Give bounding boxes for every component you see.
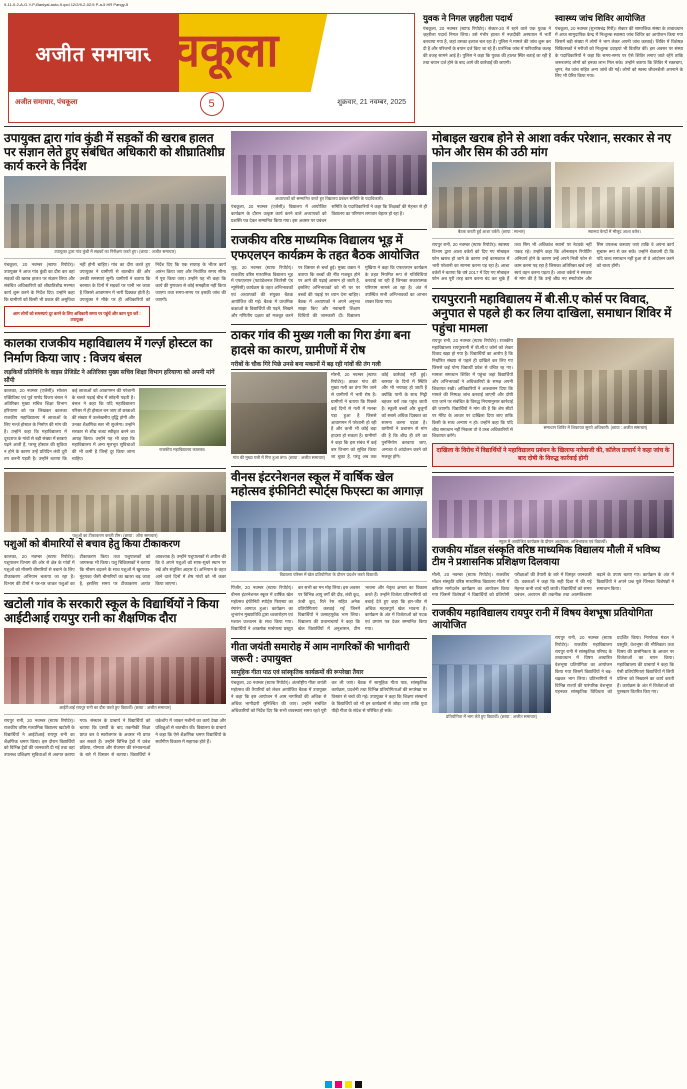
article-bca-dispute-highlight-box [432, 443, 674, 467]
masthead-logo-text: अजीत समाचार [35, 43, 153, 66]
color-swatch-yellow [345, 1081, 352, 1088]
article-gita-jayanti-subhead: सामूहिक गीता पाठ एवं सांस्कृतिक कार्यक्रमों की रूपरेखा तैयार [231, 668, 427, 678]
column-3 [432, 131, 674, 764]
masthead-subtitle: अजीत समाचार, पंचकूला [15, 99, 78, 106]
divider [231, 638, 427, 639]
column-1 [4, 131, 226, 764]
photo-figures [432, 500, 674, 538]
article-gita-jayanti [231, 642, 427, 715]
article-thakar-wall-row [231, 372, 427, 461]
article-bca-dispute-headline: रायपुररानी महाविद्यालय में बी.सी.ए कोर्स पर विवाद, अनुपात से पहले ही कर लिया दाखिला, समाधान शिविर में पहुंचा मामला [432, 292, 672, 335]
article-thakar-wall [231, 328, 427, 460]
article-animal-vaccination-headline: पशुओं को बीमारियों से बचाव हेतु किया टीकाकरण [4, 538, 180, 550]
page-number-badge: 5 [200, 92, 224, 116]
article-asha-workers-caption-1: बैठक करती हुई आशा वर्करें। (छाया : साभार) [457, 229, 526, 235]
article-animal-vaccination-caption: पशुओं का टीकाकरण करती टीम। (छाया : ऑफ समाचार) [72, 532, 158, 538]
photo-figures [4, 495, 226, 532]
print-registration-strip: 9-11-0-2-A-G-Y-P-Baniyal-auto-9.qxd 12/2/9-2-02:5 P-a-5 HR Pangy-5 [4, 2, 129, 7]
photo-sky [432, 162, 551, 187]
masthead [8, 13, 415, 123]
color-swatch-black [355, 1081, 362, 1088]
article-bca-dispute-photo [517, 338, 674, 424]
photo-sky [231, 501, 427, 528]
article-girls-hostel-row [4, 388, 226, 463]
photo-sky [432, 635, 551, 665]
print-color-bar [0, 1080, 687, 1089]
photo-sky [555, 162, 674, 187]
header-news-1-headline: युवक ने निगल ज़हरीला पदार्थ [423, 13, 513, 23]
article-asha-workers-photo-1 [432, 162, 551, 228]
header-news-1-body: पंचकूला, 20 नवम्बर (स्टाफ रिपोर्टर)। सेक्टर-20 में रहने वाले एक युवक ने ज़हरीला पदार्थ निगल लिया। उसे गंभीर हालत में नज़दीकी अस्पताल में भर्ती करवाया गया है, जहां उसका इलाज चल रहा है। पुलिस ने मामले की जांच शुरू कर दी है और परिजनों के बयान दर्ज किए जा रहे हैं। प्रारंभिक जांच में पारिवारिक कलह की वजह सामने आई है। पुलिस ने कहा कि युवक की हालत स्थिर बताई जा रही है तथा बयान दर्ज होने के बाद आगे की कार्रवाई की जाएगी। [423, 25, 551, 65]
photo-sky [139, 388, 226, 410]
photo-figures [555, 187, 674, 228]
divider [4, 714, 226, 715]
article-teacher-honour-caption: अध्यापकों को सम्मानित करते हुए विद्यालय प्रबंधन समिति के पदाधिकारी। [274, 196, 384, 201]
photo-sky [432, 476, 674, 500]
photo-figures [231, 155, 427, 195]
photo-figures [432, 187, 551, 228]
article-girls-hostel-subhead: लड़कियों प्रतिनिधि के वाइस प्रेजिडेंट ने अतिरिक्त मुख्य सचिव शिक्षा विभाग हरियाणा को अपनी मांगें सौंपी [4, 368, 226, 386]
article-teacher-honour-body: पंचकूला, 20 नवम्बर (एजेंसी)। विद्यालय में आयोजित कार्यक्रम के दौरान उत्कृष्ट कार्य करने वाले अध्यापकों को प्रशस्ति पत्र देकर सम्मानित किया गया। इस अवसर पर प्रबंधन समिति के पदाधिकारियों ने कहा कि शिक्षकों की मेहनत से ही विद्यालय का परिणाम लगातार बेहतर हो रहा है। [231, 204, 427, 223]
article-girls-hostel-photo [139, 388, 226, 446]
article-sports-fiesta-photo [231, 501, 427, 571]
article-thakar-wall-photo [231, 372, 327, 454]
divider [432, 238, 674, 239]
article-dc-roads-body: पंचकूला, 20 नवम्बर (स्टाफ रिपोर्टर)। उपायुक्त ने आज गांव कुंडी का दौरा कर वहां सड़कों की खराब हालत पर संज्ञान लिया और संबंधित अधिकारियों को शीघ्रातिशीघ्र मरम्मत कार्य शुरू करने के निर्देश दिए। उन्होंने कहा कि ग्रामीणों को किसी भी प्रकार की असुविधा नहीं होनी चाहिए। गांव का दौरा करते हुए उपायुक्त ने ग्रामीणों से बातचीत की और उनकी समस्याएं सुनीं। ग्रामीणों ने बताया कि बरसात के दिनों में सड़कों पर पानी भर जाता है जिससे आवागमन में भारी दिक्कत होती है। उपायुक्त ने मौके पर ही अधिकारियों को निर्देश दिए कि एक सप्ताह के भीतर कार्य आरंभ किया जाए और निर्धारित समय सीमा में पूरा किया जाए। उन्होंने यह भी कहा कि कार्य की गुणवत्ता से कोई समझौता नहीं किया जाएगा तथा समय-समय पर इसकी जांच की जाएगी। [4, 262, 226, 302]
article-gita-jayanti-headline: गीता जयंती समारोह में आम नागरिकों की भागीदारी जरूरी : उपायुक्त [231, 641, 410, 665]
header-news-1 [423, 13, 551, 123]
divider [4, 258, 226, 259]
article-girls-hostel-caption: राजकीय महाविद्यालय कालका। [159, 446, 206, 452]
article-fln-meeting-headline: राजकीय वरिष्ठ माध्यमिक विद्यालय भूड़ में एफएलएन कार्यक्रम के तहत बैठक आयोजित [231, 233, 420, 262]
article-iti-visit-photo [4, 628, 226, 704]
article-asha-workers-photo-2 [555, 162, 674, 228]
divider [432, 472, 674, 473]
divider [4, 468, 226, 469]
color-swatch-cyan [325, 1081, 332, 1088]
divider [432, 288, 674, 289]
divider [432, 604, 674, 605]
article-asha-workers-body: रायपुर रानी, 20 नवम्बर (स्टाफ रिपोर्टर)। स्वास्थ्य विभाग द्वारा आशा वर्करों को दिए गए मोबाइल फोन खराब हो जाने के कारण उन्हें कामकाज में भारी परेशानी का सामना करना पड़ रहा है। आशा वर्करों ने बताया कि वर्ष 2017 में दिए गए मोबाइल फोन अब पूरी तरह काम करना बंद कर चुके हैं तथा सिम भी अधिकांश स्थानों पर नेटवर्क नहीं पकड़ रहे। उन्होंने कहा कि ऑनलाइन रिपोर्टिंग अनिवार्य होने के कारण उन्हें अपने निजी फोन से काम करना पड़ रहा है जिसका अतिरिक्त खर्च उन्हें स्वयं वहन करना पड़ता है। आशा वर्करों ने सरकार से मांग की है कि उन्हें शीघ्र नए स्मार्टफोन और सिम उपलब्ध करवाए जाएं ताकि वे अपना कार्य सुचारू रूप से कर सकें। उन्होंने चेतावनी दी कि यदि जल्द समाधान नहीं हुआ तो वे आंदोलन करने को बाध्य होंगी। [432, 242, 674, 282]
article-sports-fiesta [231, 470, 427, 633]
article-costume-contest-body: रायपुर रानी, 20 नवम्बर (स्टाफ रिपोर्टर)। राजकीय महाविद्यालय रायपुर रानी में सांस्कृतिक परिषद के तत्वावधान में विषय आधारित वेशभूषा प्रतियोगिता का आयोजन किया गया जिसमें विद्यार्थियों ने बढ़-चढ़कर भाग लिया। प्रतिभागियों ने विभिन्न राज्यों की पारंपरिक वेशभूषा पहनकर सांस्कृतिक विविधता को प्रदर्शित किया। निर्णायक मंडल ने प्रस्तुति, वेशभूषा की मौलिकता तथा विषय की प्रासंगिकता के आधार पर विजेताओं का चयन किया। महाविद्यालय की प्राचार्या ने कहा कि ऐसी प्रतियोगिताएं विद्यार्थियों में छिपी प्रतिभा को निखारने का कार्य करती हैं। कार्यक्रम के अंत में विजेताओं को पुरस्कार वितरित किए गए। [555, 634, 674, 695]
header-news-2-body: पंचकूला, 20 नवम्बर (सुभाषचंद्र गिरी)। सेक्टर की सामाजिक संस्था के तत्वावधान में आज सामुदायिक केन्द्र में निःशुल्क स्वास्थ्य जांच शिविर का आयोजन किया गया जिसमें बड़ी संख्या में लोगों ने भाग लेकर अपनी जांच करवाई। शिविर में विशेषज्ञ चिकित्सकों ने मरीजों को निःशुल्क दवाइयां भी वितरित कीं। इस अवसर पर संस्था के पदाधिकारियों ने कहा कि समय-समय पर ऐसे शिविर लगाए जाते रहेंगे ताकि जरूरतमंद लोगों को इनका लाभ मिल सके। उन्होंने बताया कि शिविर में रक्तचाप, शुगर, नेत्र जांच सहित अन्य जांचें की गईं। लोगों को स्वस्थ जीवनशैली अपनाने के लिए भी प्रेरित किया गया। [555, 25, 683, 79]
article-iti-visit-caption: आईटीआई रायपुर रानी का दौरा करते हुए विद्यार्थी। (छाया : अजीत समाचार) [58, 705, 172, 711]
photo-sky [231, 372, 327, 403]
article-bca-dispute-caption: समाधान शिविर में शिकायत सुनते अधिकारी। (छाया : अजीत समाचार) [543, 424, 648, 430]
article-thakar-wall-headline: ठाकर गांव की मुख्य गली का गिरा डंगा बना हादसे का कारण, ग्रामीणों में रोष [231, 328, 411, 357]
photo-sky [4, 176, 226, 203]
article-costume-contest [432, 608, 674, 720]
article-costume-contest-photo [432, 635, 551, 713]
article-fln-meeting [231, 233, 427, 319]
article-dc-roads-caption: उपायुक्त द्वारा गांव कुंडी में सड़कों का निरीक्षण करते हुए। (छाया : अजीत समाचार) [54, 249, 176, 255]
article-dc-roads-pullquote: आम लोगों को समस्याएं दूर करने के लिए अधिकारी समय पर पहुंचें और काम पूरा करें : उपायुक्त [4, 306, 150, 327]
color-swatch-magenta [335, 1081, 342, 1088]
article-animal-vaccination [4, 472, 226, 588]
article-asha-workers-caption-2: स्वास्थ्य केन्द्रों में मौजूद आशा वर्कर। [588, 229, 641, 235]
article-mauli-training-caption: स्कूल में आयोजित कार्यक्रम के दौरान अध्यापक, अभिभावक एवं विद्यार्थी। [498, 539, 608, 545]
article-mauli-training-photo [432, 476, 674, 538]
article-girls-hostel [4, 336, 226, 462]
article-thakar-wall-subhead: गरीबों के चौक गिरे पिछे उनसे बना मकानों में बढ़ रही गांवों की तंग गली [231, 360, 427, 370]
article-sports-fiesta-headline: वीनस इंटरनेशनल स्कूल में वार्षिक खेल महोत्सव इंफीनिटी स्पोर्ट्स फिएस्टा का आगाज़ [231, 469, 423, 498]
article-sports-fiesta-caption: विद्यालय परिसर में खेल प्रतियोगिता के दौरान प्रदर्शन करते विद्यार्थी। [279, 572, 379, 578]
divider [231, 466, 427, 467]
main-grid [4, 131, 683, 764]
article-mauli-training-headline: राजकीय मॉडल संस्कृति वरिष्ठ माध्यमिक विद्यालय मौली में भविष्य टीम ने प्रशासनिक प्रशिक्षण दिलवाया [432, 545, 661, 569]
photo-figures [231, 528, 427, 571]
article-iti-visit [4, 597, 226, 759]
header-news-2 [555, 13, 683, 123]
article-bca-dispute [432, 292, 674, 467]
article-sports-fiesta-body: पिंजौर, 20 नवम्बर (स्टाफ रिपोर्टर)। वीनस इंटरनेशनल स्कूल में वार्षिक खेल महोत्सव इंफीनिटी स्पोर्ट्स फिएस्टा का रंगारंग आगाज़ हुआ। कार्यक्रम का शुभारंभ मुख्यातिथि द्वारा ध्वजारोहण एवं मशाल प्रज्वलन के साथ किया गया। विद्यार्थियों ने आकर्षक मार्चपास्ट प्रस्तुत कर सभी का मन मोह लिया। इस अवसर पर विभिन्न आयु वर्गों की दौड़, लंबी कूद, ऊंची कूद, रिले रेस सहित अनेक प्रतियोगिताएं करवाई गईं जिनमें विद्यार्थियों ने उत्साहपूर्वक भाग लिया। विद्यालय की प्रधानाचार्या ने कहा कि खेल विद्यार्थियों में अनुशासन, टीम भावना और नेतृत्व क्षमता का विकास करते हैं। उन्होंने विजेता प्रतिभागियों को बधाई देते हुए कहा कि हार-जीत से अधिक महत्वपूर्ण खेल भावना है। कार्यक्रम के अंत में विजेताओं को पदक एवं प्रमाण पत्र देकर सम्मानित किया गया। [231, 585, 427, 632]
article-dc-roads [4, 131, 226, 327]
article-asha-workers-photos [432, 162, 674, 235]
divider [231, 324, 427, 325]
article-costume-contest-headline: राजकीय महाविद्यालय रायपुर रानी में विषय वेशभूषा प्रतियोगिता आयोजित [432, 608, 653, 632]
article-animal-vaccination-photo [4, 472, 226, 532]
divider [4, 593, 226, 594]
photo-figures [517, 370, 674, 423]
divider [4, 332, 226, 333]
article-asha-workers [432, 131, 674, 283]
divider [231, 229, 427, 230]
masthead-title: पंचकूला [144, 25, 279, 76]
masthead-row [4, 13, 683, 123]
article-bca-dispute-body: रायपुर रानी, 20 नवम्बर (स्टाफ रिपोर्टर)। राजकीय महाविद्यालय रायपुररानी में बी.सी.ए कोर्स को लेकर विवाद खड़ा हो गया है। विद्यार्थियों का आरोप है कि निर्धारित संख्या से पहले ही दाखिले कर लिए गए जिससे कई योग्य विद्यार्थी प्रवेश से वंचित रह गए। मामला समाधान शिविर में पहुंचा जहां विद्यार्थियों और अभिभावकों ने अधिकारियों के समक्ष अपनी शिकायत रखी। अधिकारियों ने आश्वासन दिया कि मामले की निष्पक्ष जांच करवाई जाएगी और दोषी पाए जाने पर संबंधित के विरुद्ध नियमानुसार कार्रवाई की जाएगी। विद्यार्थियों ने मांग की है कि शेष सीटों पर मेरिट के आधार पर दाखिला दिया जाए ताकि किसी के साथ अन्याय न हो। उन्होंने कहा कि यदि शीघ्र समाधान नहीं निकला तो वे उच्च अधिकारियों से शिकायत करेंगे। [432, 337, 513, 439]
article-mauli-training [432, 476, 674, 599]
article-mauli-training-body: मौली, 20 नवम्बर (स्टाफ रिपोर्टर)। राजकीय मॉडल संस्कृति वरिष्ठ माध्यमिक विद्यालय मौली में करियर मार्गदर्शन कार्यक्रम का आयोजन किया गया जिसमें विशेषज्ञों ने विद्यार्थियों को प्रतियोगी परीक्षाओं की तैयारी के बारे में विस्तृत जानकारी दी। वक्ताओं ने कहा कि सही दिशा में की गई मेहनत कभी व्यर्थ नहीं जाती। विद्यार्थियों को समय प्रबंधन, अध्ययन की तकनीक तथा आत्मविश्वास बढ़ाने के उपाय बताए गए। कार्यक्रम के अंत में विद्यार्थियों ने अपने प्रश्न पूछे जिनका विशेषज्ञों ने समाधान किया। [432, 571, 674, 598]
article-costume-contest-row [432, 635, 674, 720]
photo-sky [231, 131, 427, 155]
column-2 [231, 131, 427, 764]
article-fln-meeting-body: भूड़, 20 नवम्बर (स्टाफ रिपोर्टर)। राजकीय वरिष्ठ माध्यमिक विद्यालय भूड़ में एफएलएन (फाउंडेशनल लिटरेसी एंड न्यूमेरेसी) कार्यक्रम के तहत अभिभावकों एवं अध्यापकों की संयुक्त बैठक आयोजित की गई। बैठक में प्राथमिक कक्षाओं के विद्यार्थियों की पढ़ने, लिखने और गणितीय दक्षता को मजबूत करने पर विस्तार से चर्चा हुई। मुख्य वक्ता ने बताया कि बच्चों की नींव मजबूत होने पर आगे की पढ़ाई आसान हो जाती है, इसलिए अभिभावकों को भी घर पर बच्चों की पढ़ाई पर ध्यान देना चाहिए। बैठक में अध्यापकों ने अपने अनुभव साझा किए और नवाचारी शिक्षण विधियों की जानकारी दी। विद्यालय मुखिया ने कहा कि एफएलएन कार्यक्रम के तहत नियमित रूप से गतिविधियां करवाई जा रही हैं जिनका सकारात्मक परिणाम सामने आ रहा है। अंत में उपस्थित सभी अभिभावकों का आभार व्यक्त किया गया। [231, 264, 427, 318]
header-news-2-headline: स्वास्थ्य जांच शिविर आयोजित [555, 13, 646, 23]
photo-figures [432, 665, 551, 713]
photo-figures [4, 657, 226, 704]
masthead-date: शुक्रवार, 21 नवम्बर, 2025 [337, 99, 406, 106]
article-teacher-honour-photo [231, 131, 427, 195]
article-dc-roads-headline: उपायुक्त द्वारा गांव कुंडी में सड़कों की खराब हालत पर संज्ञान लेते हुए संबंधित अधिकारी को शीघ्रातिशीघ्र कार्य करने के निर्देश [4, 131, 225, 174]
article-bca-dispute-highlight-text: दाखिला के विरोध में विद्यार्थियों ने महाविद्यालय प्रबंधन के खिलाफ नारेबाजी की, कॉलेज प्राचार्य ने कहा जांच के बाद दोषी के विरुद्ध कार्रवाई होगी [436, 448, 670, 463]
article-gita-jayanti-body: पंचकूला, 20 नवम्बर (स्टाफ रिपोर्टर)। अंतर्राष्ट्रीय गीता जयंती महोत्सव की तैयारियों को लेकर आयोजित बैठक में उपायुक्त ने कहा कि इस आयोजन में आम नागरिकों की अधिक से अधिक भागीदारी सुनिश्चित की जाए। उन्होंने संबंधित अधिकारियों को निर्देश दिए कि सभी व्यवस्थाएं समय रहते पूरी कर ली जाएं। बैठक में सामूहिक गीता पाठ, सांस्कृतिक कार्यक्रम, प्रदर्शनी तथा विभिन्न प्रतियोगिताओं की रूपरेखा पर विस्तार से चर्चा की गई। उपायुक्त ने कहा कि शिक्षण संस्थानों के विद्यार्थियों को भी इन कार्यक्रमों से जोड़ा जाए ताकि युवा पीढ़ी गीता के संदेश से परिचित हो सके। [231, 680, 427, 713]
article-iti-visit-headline: खटोली गांव के सरकारी स्कूल के विद्यार्थियों ने किया आईटीआई रायपुर रानी का शैक्षणिक दौरा [4, 596, 219, 625]
divider [231, 581, 427, 582]
article-iti-visit-body: रायपुर रानी, 20 नवम्बर (स्टाफ रिपोर्टर)। राजकीय वरिष्ठ माध्यमिक विद्यालय खटोली के विद्यार्थियों ने आईटीआई रायपुर रानी का शैक्षणिक भ्रमण किया। इस दौरान विद्यार्थियों को विभिन्न ट्रेडों की जानकारी दी गई तथा वहां उपलब्ध प्रशिक्षण सुविधाओं से अवगत कराया गया। संस्थान के प्राचार्य ने विद्यार्थियों को बताया कि दसवीं के बाद तकनीकी शिक्षा प्राप्त कर वे स्वरोजगार के अवसर भी प्राप्त कर सकते हैं। उन्होंने विभिन्न ट्रेडों में प्रवेश प्रक्रिया, योग्यता और रोजगार की संभावनाओं के बारे में विस्तार से बताया। विद्यार्थियों ने वर्कशॉप में जाकर मशीनों का कार्य देखा और प्रशिक्षुओं से बातचीत की। विद्यालय के प्राचार्य ने कहा कि ऐसे शैक्षणिक भ्रमण विद्यार्थियों के सर्वांगीण विकास में सहायक होते हैं। [4, 718, 226, 758]
photo-figures [4, 204, 226, 249]
article-girls-hostel-body: कालका, 20 नवम्बर (एजेंसी)। सोशल एक्टिविस्ट एवं पूर्व पार्षद विजय बंसल ने अतिरिक्त मुख्य सचिव शिक्षा विभाग हरियाणा को पत्र लिखकर कालका राजकीय महाविद्यालय में छात्राओं के लिए गर्ल्ज़ होस्टल के निर्माण की मांग की है। उन्होंने कहा कि महाविद्यालय में दूरदराज के गांवों से बड़ी संख्या में छात्राएं पढ़ने आती हैं, परन्तु होस्टल की सुविधा न होने के कारण उन्हें प्रतिदिन लंबी दूरी तय करनी पड़ती है। उन्होंने बताया कि कई छात्राओं को आवागमन की परेशानी के चलते पढ़ाई बीच में छोड़नी पड़ती है। बंसल ने कहा कि यदि महाविद्यालय परिसर में ही होस्टल बन जाए तो छात्राओं की संख्या में उल्लेखनीय वृद्धि होगी और उनका शैक्षणिक स्तर भी सुधरेगा। उन्होंने सरकार से शीघ्र बजट स्वीकृत करने का आग्रह किया। उन्होंने यह भी कहा कि महाविद्यालय में अन्य मूलभूत सुविधाओं की भी कमी है जिन्हें दूर किया जाना चाहिए। [4, 387, 135, 462]
article-asha-workers-headline: मोबाइल खराब होने से आशा वर्कर परेशान, सरकार से नए फोन और सिम की उठी मांग [432, 131, 671, 160]
photo-sky [4, 472, 226, 495]
article-thakar-wall-body: मोरनी, 20 नवम्बर (स्टाफ रिपोर्टर)। ठाकर गांव की मुख्य गली का डंगा गिर जाने से ग्रामीणों में भारी रोष है। ग्रामीणों ने बताया कि पिछले कई दिनों से गली में मलबा पड़ा हुआ है जिससे आवागमन में परेशानी हो रही है और कभी भी कोई बड़ा हादसा हो सकता है। ग्रामीणों ने कहा कि इस संबंध में कई बार विभाग को सूचित किया जा चुका है, परंतु अब तक कोई कार्रवाई नहीं हुई। बरसात के दिनों में स्थिति और भी भयावह हो जाती है क्योंकि पानी के साथ मिट्टी बहकर घरों तक पहुंच जाती है। स्कूली बच्चों और बुजुर्गों को सबसे अधिक दिक्कत का सामना करना पड़ता है। ग्रामीणों ने प्रशासन से मांग की है कि शीघ्र ही डंगे का पुनर्निर्माण करवाया जाए, अन्यथा वे आंदोलन करने को मजबूर होंगे। [331, 371, 427, 459]
masthead-divider [4, 126, 683, 127]
photo-sky [4, 628, 226, 657]
photo-sky [517, 338, 674, 371]
article-animal-vaccination-body: कालका, 20 नवम्बर (स्टाफ रिपोर्टर)। पशुपालन विभाग की ओर से क्षेत्र के गांवों में पशुओं को मौसमी बीमारियों से बचाने के लिए टीकाकरण अभियान चलाया जा रहा है। विभाग की टीमों ने घर-घर जाकर पशुओं का टीकाकरण किया तथा पशुपालकों को जागरूक भी किया। पशु चिकित्सकों ने बताया कि मौसम बदलने के साथ पशुओं में खुरपका-मुंहपका जैसी बीमारियों का खतरा बढ़ जाता है, इसलिए समय पर टीकाकरण अत्यंत आवश्यक है। उन्होंने पशुपालकों से अपील की कि वे अपने पशुओं को साफ-सुथरे स्थान पर रखें और संतुलित आहार दें। अभियान के तहत आने वाले दिनों में शेष गांवों को भी कवर किया जाएगा। [4, 553, 226, 586]
article-costume-contest-caption: प्रतियोगिता में भाग लेते हुए विद्यार्थी। (छाया : अजीत समाचार) [445, 713, 538, 719]
article-bca-dispute-row [432, 338, 674, 440]
article-girls-hostel-headline: कालका राजकीय महाविद्यालय में गर्ल्ज़ होस्टल का निर्माण किया जाए : विजय बंसल [4, 336, 213, 365]
masthead-wrapper [4, 13, 419, 123]
article-dc-roads-photo [4, 176, 226, 248]
article-teacher-honour [231, 131, 427, 224]
article-thakar-wall-caption: गांव की मुख्य गली में गिरा हुआ डंगा। (छाया : अजीत समाचार) [232, 454, 326, 460]
